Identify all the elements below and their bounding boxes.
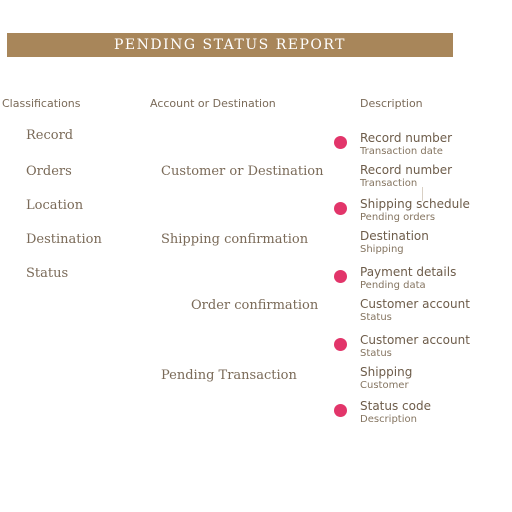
list-item-text: [360, 265, 456, 293]
list-item-subtitle: Pending orders: [360, 212, 436, 223]
list-item[interactable]: [332, 399, 502, 432]
list-item[interactable]: [332, 265, 502, 298]
left-item-orders[interactable]: Orders: [26, 164, 72, 179]
title-bar: [7, 33, 453, 57]
column-header-account[interactable]: Account or Destination: [150, 97, 276, 110]
left-item-status[interactable]: Status: [26, 266, 69, 281]
list-item-title: Record number: [360, 163, 453, 177]
list-item[interactable]: [332, 333, 502, 366]
list-item-text: [360, 365, 412, 393]
list-item-title: Customer account: [360, 333, 470, 347]
left-item-destination[interactable]: Destination: [26, 232, 102, 247]
column-header-classifications[interactable]: Classifications: [2, 97, 81, 110]
list-item-title: Payment details: [360, 265, 457, 279]
list-item-subtitle: Status: [360, 312, 392, 323]
list-item-text: [360, 297, 470, 325]
list-item-text: [360, 131, 452, 159]
list-item-text: [360, 163, 452, 191]
status-dot-icon: [334, 404, 347, 417]
list-item-subtitle: Customer: [360, 380, 409, 391]
list-item-subtitle: Shipping: [360, 244, 404, 255]
list-item[interactable]: [332, 365, 502, 398]
list-item[interactable]: [332, 229, 502, 262]
status-dot-icon: [334, 338, 347, 351]
list-item-title: Customer account: [360, 297, 470, 311]
list-item-subtitle: Transaction: [360, 178, 418, 189]
list-item-title: Destination: [360, 229, 429, 243]
list-item[interactable]: [332, 197, 502, 230]
status-dot-icon: [334, 202, 347, 215]
middle-item-order[interactable]: Order confirmation: [191, 298, 319, 313]
list-item-subtitle: Pending data: [360, 280, 426, 291]
status-dot-icon: [334, 136, 347, 149]
list-item-text: [360, 333, 470, 361]
list-item-title: Shipping: [360, 365, 413, 379]
status-dot-icon: [334, 270, 347, 283]
list-item-text: [360, 197, 470, 225]
left-item-location[interactable]: Location: [26, 198, 84, 213]
list-item-title: Status code: [360, 399, 431, 413]
list-item-title: Shipping schedule: [360, 197, 470, 211]
list-item-text: [360, 229, 429, 257]
left-item-record[interactable]: Record: [26, 128, 74, 143]
middle-item-pending[interactable]: Pending Transaction: [161, 368, 297, 383]
list-item[interactable]: [332, 131, 502, 164]
list-item[interactable]: [332, 163, 502, 196]
list-item-subtitle: Description: [360, 414, 417, 425]
list-item-subtitle: Transaction date: [360, 146, 443, 157]
middle-item-customer[interactable]: Customer or Destination: [161, 164, 324, 179]
list-item[interactable]: [332, 297, 502, 330]
page-title: PENDING STATUS REPORT: [113, 37, 346, 53]
column-header-description[interactable]: Description: [360, 97, 423, 110]
list-item-text: [360, 399, 431, 427]
middle-item-shipping[interactable]: Shipping confirmation: [161, 232, 309, 247]
list-item-title: Record number: [360, 131, 453, 145]
list-item-subtitle: Status: [360, 348, 392, 359]
